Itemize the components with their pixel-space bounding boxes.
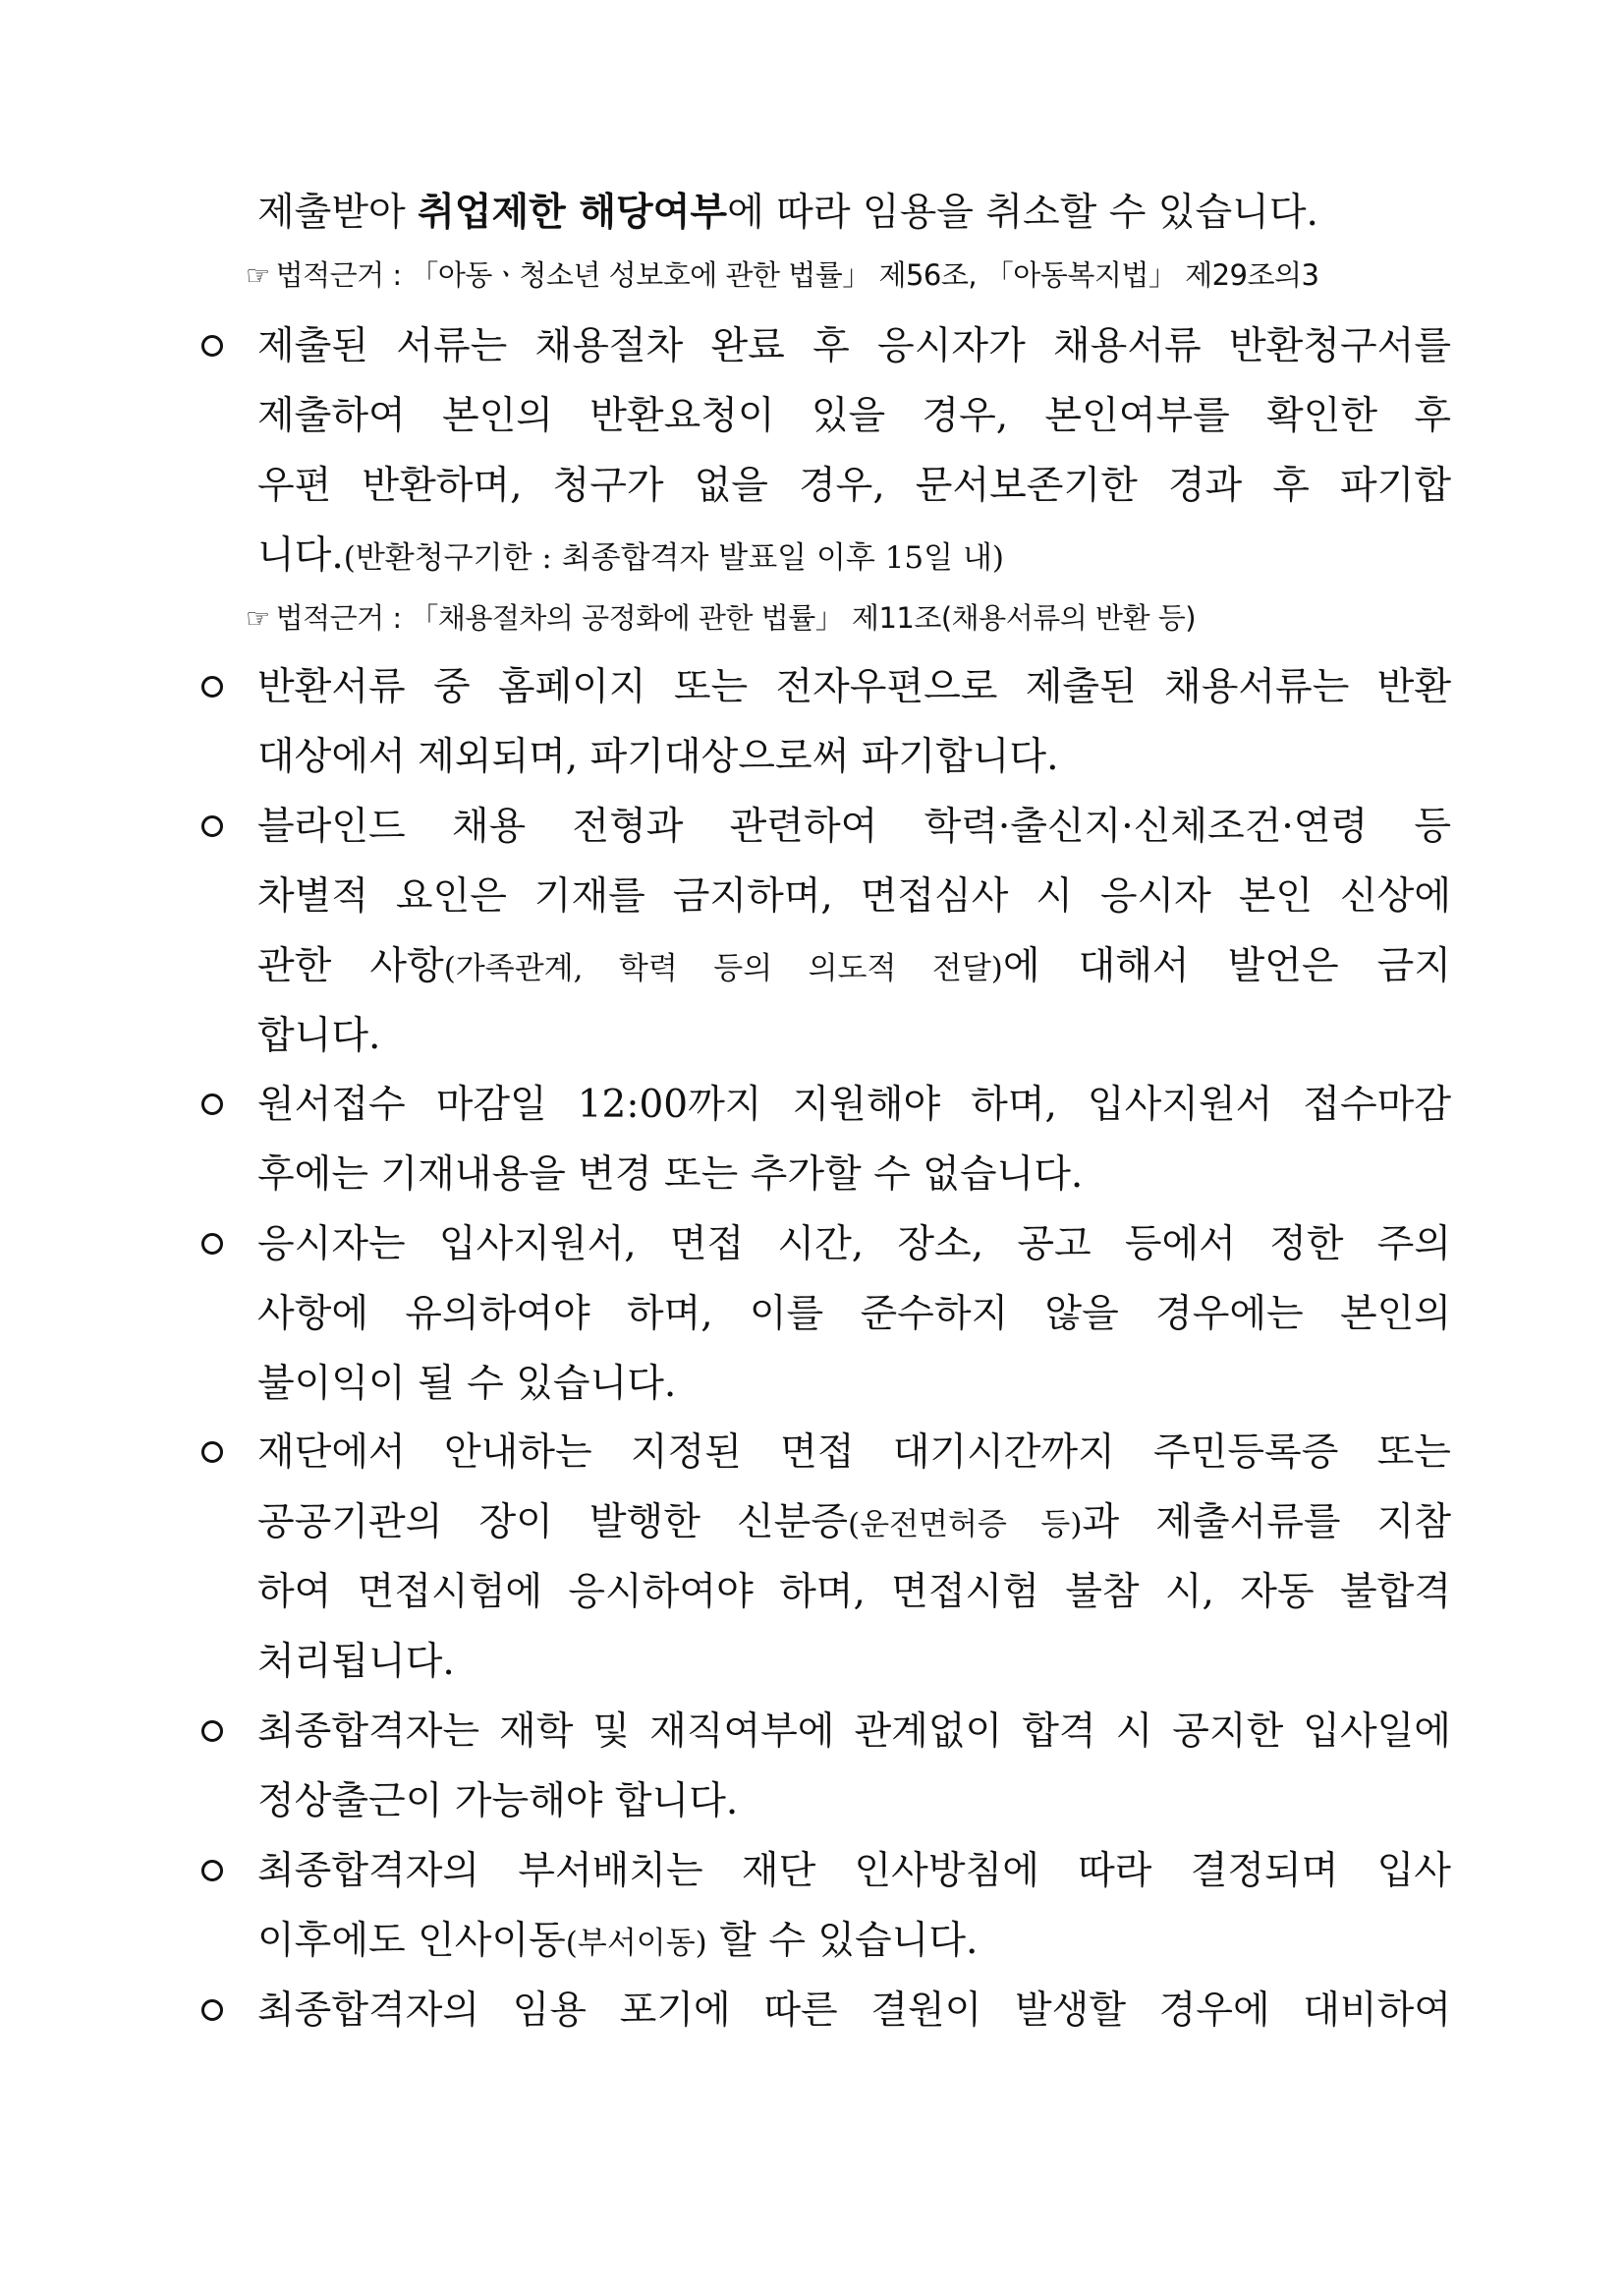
bullet-1-line-1: 제출된 서류는 채용절차 완료 후 응시자가 채용서류 반환청구서를 bbox=[257, 324, 1451, 368]
bullet-6-line-3: 하여 면접시험에 응시하여야 하며, 면접시험 불참 시, 자동 불합격 bbox=[257, 1570, 1451, 1614]
bullet-1-line-2: 제출하여 본인의 반환요청이 있을 경우, 본인여부를 확인한 후 bbox=[257, 394, 1451, 438]
bullet-7-line-1: 최종합격자는 재학 및 재직여부에 관계없이 합격 시 공지한 입사일에 bbox=[257, 1709, 1451, 1754]
circle-bullet-icon bbox=[201, 335, 223, 357]
top-line bbox=[257, 191, 1451, 235]
bullet-1-line-4-text: 니다. bbox=[257, 533, 344, 578]
bullet-6-line-2-end: 과 제출서류를 지참 bbox=[1082, 1500, 1451, 1544]
legal-basis-note-1 bbox=[246, 258, 1319, 292]
bullet-3-line-4: 합니다. bbox=[257, 1014, 381, 1058]
bullet-6-line-2 bbox=[257, 1500, 1451, 1544]
bullet-1-line-4 bbox=[257, 533, 1004, 578]
bullet-3-line-1: 블라인드 채용 전형과 관련하여 학력·출신지·신체조건·연령 등 bbox=[257, 805, 1451, 849]
circle-bullet-icon bbox=[201, 1233, 223, 1255]
bullet-8-line-2-end: 할 수 있습니다. bbox=[706, 1919, 979, 1963]
bullet-8-line-2 bbox=[257, 1919, 979, 1963]
circle-bullet-icon bbox=[201, 815, 223, 837]
bullet-6-line-1: 재단에서 안내하는 지정된 면접 대기시간까지 주민등록증 또는 bbox=[257, 1430, 1451, 1475]
return-deadline-note: (반환청구기한 : 최종합격자 발표일 이후 15일 내) bbox=[343, 540, 1004, 576]
bullet-6-line-4: 처리됩니다. bbox=[257, 1640, 455, 1684]
bullet-6-line-2-text: 공공기관의 장이 발행한 신분증 bbox=[257, 1500, 849, 1544]
legal-basis-text-1: 법적근거 : 「아동ㆍ청소년 성보호에 관한 법률」 제56조, 「아동복지법」 제29조의3 bbox=[275, 258, 1319, 292]
bullet-8-line-1: 최종합격자의 부서배치는 재단 인사방침에 따라 결정되며 입사 bbox=[257, 1849, 1451, 1893]
bullet-3-line-3 bbox=[257, 944, 1451, 988]
circle-bullet-icon bbox=[201, 1093, 223, 1115]
bullet-3-line-2: 차별적 요인은 기재를 금지하며, 면접심사 시 응시자 본인 신상에 bbox=[257, 874, 1451, 919]
top-line-text: 제출받아 bbox=[257, 191, 419, 235]
bullet-1-line-3: 우편 반환하며, 청구가 없을 경우, 문서보존기한 경과 후 파기합 bbox=[257, 464, 1451, 508]
pointing-hand-icon: ☞ bbox=[246, 602, 270, 635]
bullet-9-line-1: 최종합격자의 임용 포기에 따른 결원이 발생할 경우에 대비하여 bbox=[257, 1988, 1451, 2033]
top-line-bold: 취업제한 해당여부 bbox=[418, 191, 728, 235]
circle-bullet-icon bbox=[201, 676, 223, 698]
bullet-3-line-3-end: 에 대해서 발언은 금지 bbox=[1002, 944, 1451, 988]
bullet-2-line-2: 대상에서 제외되며, 파기대상으로써 파기합니다. bbox=[257, 735, 1059, 779]
pointing-hand-icon: ☞ bbox=[246, 259, 270, 292]
circle-bullet-icon bbox=[201, 1441, 223, 1463]
bullet-8-line-2-text: 이후에도 인사이동 bbox=[257, 1919, 566, 1963]
bullet-8-parenthetical: (부서이동) bbox=[565, 1926, 707, 1961]
bullet-3-parenthetical: (가족관계, 학력 등의 의도적 전달) bbox=[443, 951, 1003, 986]
legal-basis-note-2 bbox=[246, 601, 1197, 635]
bullet-2-line-1: 반환서류 중 홈페이지 또는 전자우편으로 제출된 채용서류는 반환 bbox=[257, 665, 1451, 709]
circle-bullet-icon bbox=[201, 1720, 223, 1742]
bullet-5-line-2: 사항에 유의하여야 하며, 이를 준수하지 않을 경우에는 본인의 bbox=[257, 1292, 1451, 1336]
circle-bullet-icon bbox=[201, 1860, 223, 1881]
bullet-7-line-2: 정상출근이 가능해야 합니다. bbox=[257, 1779, 739, 1823]
bullet-5-line-1: 응시자는 입사지원서, 면접 시간, 장소, 공고 등에서 정한 주의 bbox=[257, 1222, 1451, 1266]
circle-bullet-icon bbox=[201, 1999, 223, 2021]
legal-basis-text-2: 법적근거 : 「채용절차의 공정화에 관한 법률」 제11조(채용서류의 반환 등) bbox=[275, 601, 1197, 635]
top-line-text-end: 에 따라 임용을 취소할 수 있습니다. bbox=[727, 191, 1318, 235]
bullet-3-line-3-text: 관한 사항 bbox=[257, 944, 444, 988]
bullet-4-line-1: 원서접수 마감일 12:00까지 지원해야 하며, 입사지원서 접수마감 bbox=[257, 1083, 1451, 1127]
bullet-5-line-3: 불이익이 될 수 있습니다. bbox=[257, 1362, 677, 1406]
bullet-6-parenthetical: (운전면허증 등) bbox=[848, 1507, 1083, 1542]
bullet-4-line-2: 후에는 기재내용을 변경 또는 추가할 수 없습니다. bbox=[257, 1152, 1084, 1197]
